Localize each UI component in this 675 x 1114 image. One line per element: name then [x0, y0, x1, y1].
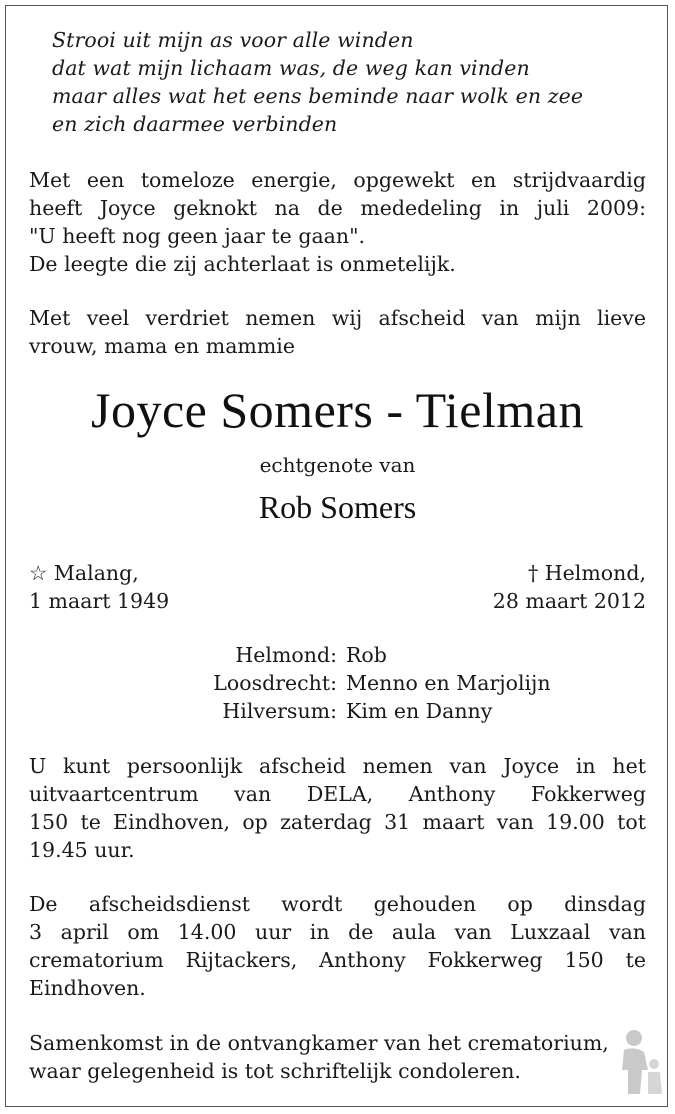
visitation-paragraph: [29, 752, 646, 864]
family-place: Hilversum:: [222, 699, 337, 723]
deceased-name: Joyce Somers - Tielman: [91, 382, 584, 438]
memorial-logo-icon: [614, 1024, 666, 1096]
intro-line: "U heeft nog geen jaar te gaan".: [29, 224, 366, 248]
visitation-line: U kunt persoonlijk afscheid nemen van Joyce in het: [29, 754, 646, 778]
intro-line: Met een tomeloze energie, opgewekt en strijdvaardig: [29, 168, 646, 192]
spouse-name: Rob Somers: [258, 489, 417, 525]
service-line: crematorium Rijtackers, Anthony Fokkerweg 150 te: [29, 948, 646, 972]
birth-info: [29, 559, 169, 615]
birth-place: Malang,: [53, 561, 139, 585]
service-line: Eindhoven.: [29, 976, 146, 1000]
family-place: Loosdrecht:: [213, 671, 337, 695]
intro-paragraph: [29, 166, 646, 278]
family-names: Kim en Danny: [346, 699, 493, 723]
gathering-line: Samenkomst in de ontvangkamer van het crematorium,: [29, 1031, 609, 1055]
poem-line: dat wat mijn lichaam was, de weg kan vinden: [52, 56, 530, 80]
gathering-paragraph: [29, 1029, 639, 1085]
gathering-line: waar gelegenheid is tot schriftelijk condoleren.: [29, 1059, 521, 1083]
visitation-line: 150 te Eindhoven, op zaterdag 31 maart van 19.00 tot: [29, 810, 646, 834]
service-line: 3 april om 14.00 uur in de aula van Luxzaal van: [29, 920, 646, 944]
service-line: De afscheidsdienst wordt gehouden op dinsdag: [29, 892, 646, 916]
farewell-line: vrouw, mama en mammie: [29, 334, 295, 358]
death-info: [493, 559, 646, 615]
family-names: Rob: [346, 643, 387, 667]
service-paragraph: [29, 890, 646, 1002]
poem-line: en zich daarmee verbinden: [52, 112, 338, 136]
death-place: Helmond,: [544, 561, 646, 585]
birth-star-icon: ☆: [29, 561, 48, 585]
family-place: Helmond:: [235, 643, 337, 667]
death-date: 28 maart 2012: [492, 589, 646, 613]
family-names: Menno en Marjolijn: [346, 671, 551, 695]
visitation-line: 19.45 uur.: [29, 838, 135, 862]
intro-line: heeft Joyce geknokt na de mededeling in juli 2009:: [29, 196, 646, 220]
farewell-line: Met veel verdriet nemen wij afscheid van mijn lieve: [29, 306, 646, 330]
family-row: [0, 641, 675, 669]
intro-line: De leegte die zij achterlaat is onmetelijk.: [29, 252, 456, 276]
poem: [52, 26, 652, 138]
spouse-label: echtgenote van: [259, 453, 416, 477]
family-list: [0, 641, 675, 725]
death-cross-icon: †: [528, 561, 539, 585]
poem-line: maar alles wat het eens beminde naar wolk en zee: [52, 84, 584, 108]
visitation-line: uitvaartcentrum van DELA, Anthony Fokkerweg: [29, 782, 646, 806]
poem-line: Strooi uit mijn as voor alle winden: [52, 28, 414, 52]
birth-date: 1 maart 1949: [29, 589, 170, 613]
family-row: [0, 697, 675, 725]
farewell-paragraph: [29, 304, 646, 360]
family-row: [0, 669, 675, 697]
